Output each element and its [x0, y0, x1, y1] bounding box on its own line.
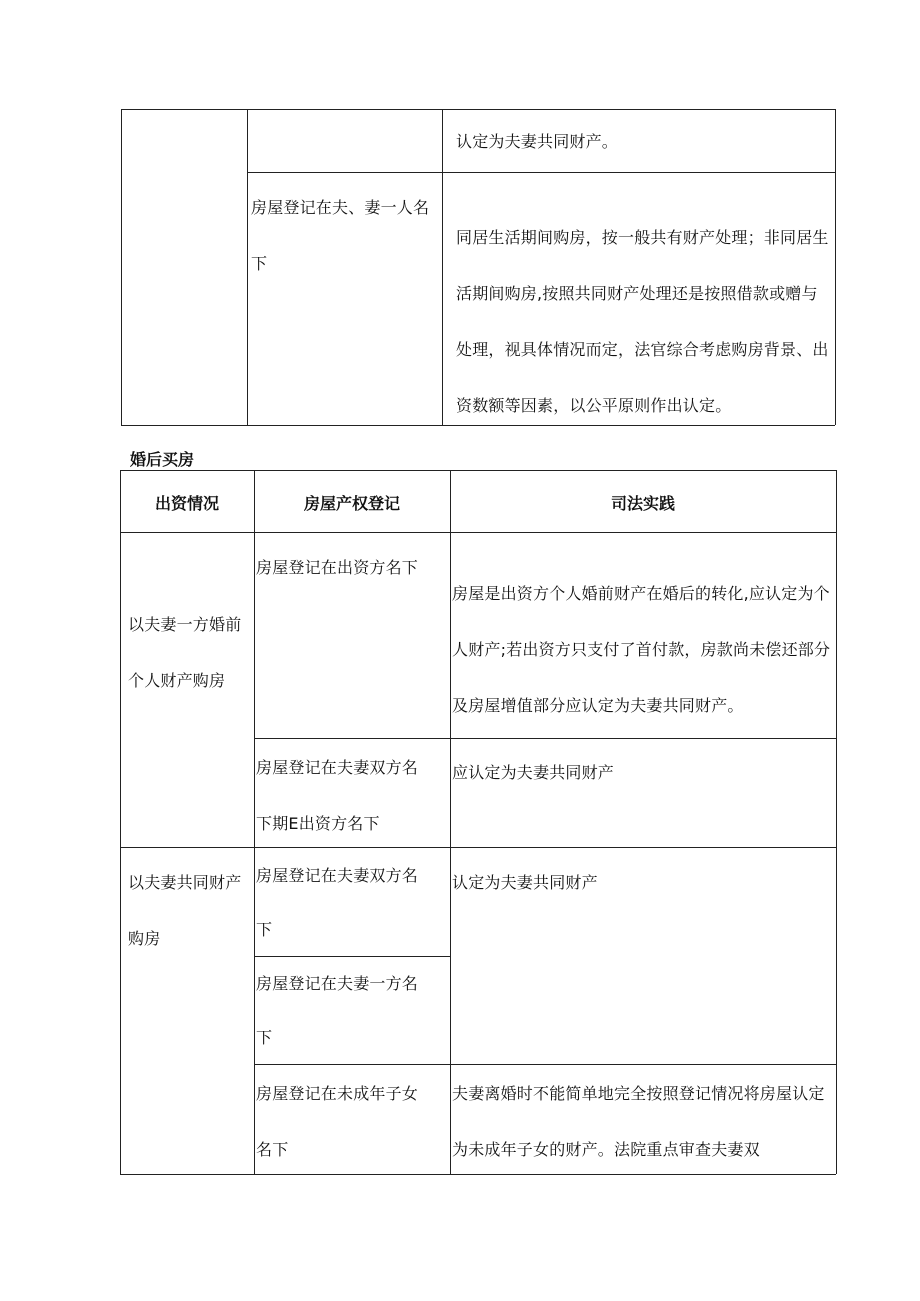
table-main-group-divider-1 — [120, 847, 836, 848]
g3-registration: 房屋登记在未成年子女名下 — [256, 1084, 419, 1159]
table-top-col-divider-1 — [247, 109, 248, 425]
g2-funding-label: 以夫妻共同财产购房 — [128, 873, 242, 948]
g2-r2-registration: 房屋登记在夫妻一方名下 — [256, 974, 419, 1047]
g3-practice: 夫妻离婚时不能简单地完全按照登记情况将房屋认定为未成年子女的财产。法院重点审查夫妻双 — [452, 1084, 825, 1159]
table-top-row-divider — [247, 172, 835, 173]
g1-r1-registration: 房屋登记在出资方名下 — [256, 558, 419, 577]
table-main-top-border — [120, 470, 836, 471]
table-top-r2-registration: 房屋登记在夫、妻一人名下 — [251, 198, 430, 273]
g1-r1-practice: 房屋是出资方个人婚前财产在婚后的转化,应认定为个人财产;若出资方只支付了首付款，房款尚未偿还部分及房屋增值部分应认定为夫妻共同财产。 — [452, 584, 831, 715]
section-title: 婚后买房 — [130, 450, 195, 469]
table-top-right-border — [835, 109, 836, 425]
table-main-right-border — [836, 470, 837, 1174]
table-top-border — [121, 109, 835, 110]
g2-r1-registration: 房屋登记在夫妻双方名下 — [256, 866, 419, 939]
g1-funding-label: 以夫妻一方婚前个人财产购房 — [128, 615, 242, 690]
table-top-left-border — [121, 109, 122, 425]
table-main-header-divider — [120, 532, 836, 533]
header-funding: 出资情况 — [154, 494, 219, 513]
table-main-col-divider-2 — [450, 470, 451, 1174]
table-main-col-divider-1 — [254, 470, 255, 1174]
g1-r2-practice: 应认定为夫妻共同财产 — [452, 763, 615, 782]
table-top-r1-practice: 认定为夫妻共同财产。 — [456, 132, 619, 151]
table-top-r2-practice: 同居生活期间购房，按一般共有财产处理；非同居生活期间购房,按照共同财产处理还是按照借款或赠与处理，视具体情况而定，法官综合考虑购房背景、出资数额等因素，以公平原则作出认定。 — [456, 228, 829, 415]
g1-r2-registration: 房屋登记在夫妻双方名下期E出资方名下 — [256, 758, 419, 833]
table-main-g1-row-divider — [254, 738, 836, 739]
table-top-col-divider-2 — [442, 109, 443, 425]
header-registration: 房屋产权登记 — [303, 494, 400, 513]
g2-practice: 认定为夫妻共同财产 — [452, 873, 598, 892]
header-judicial-practice: 司法实践 — [610, 494, 675, 513]
table-main-left-border — [120, 470, 121, 1174]
